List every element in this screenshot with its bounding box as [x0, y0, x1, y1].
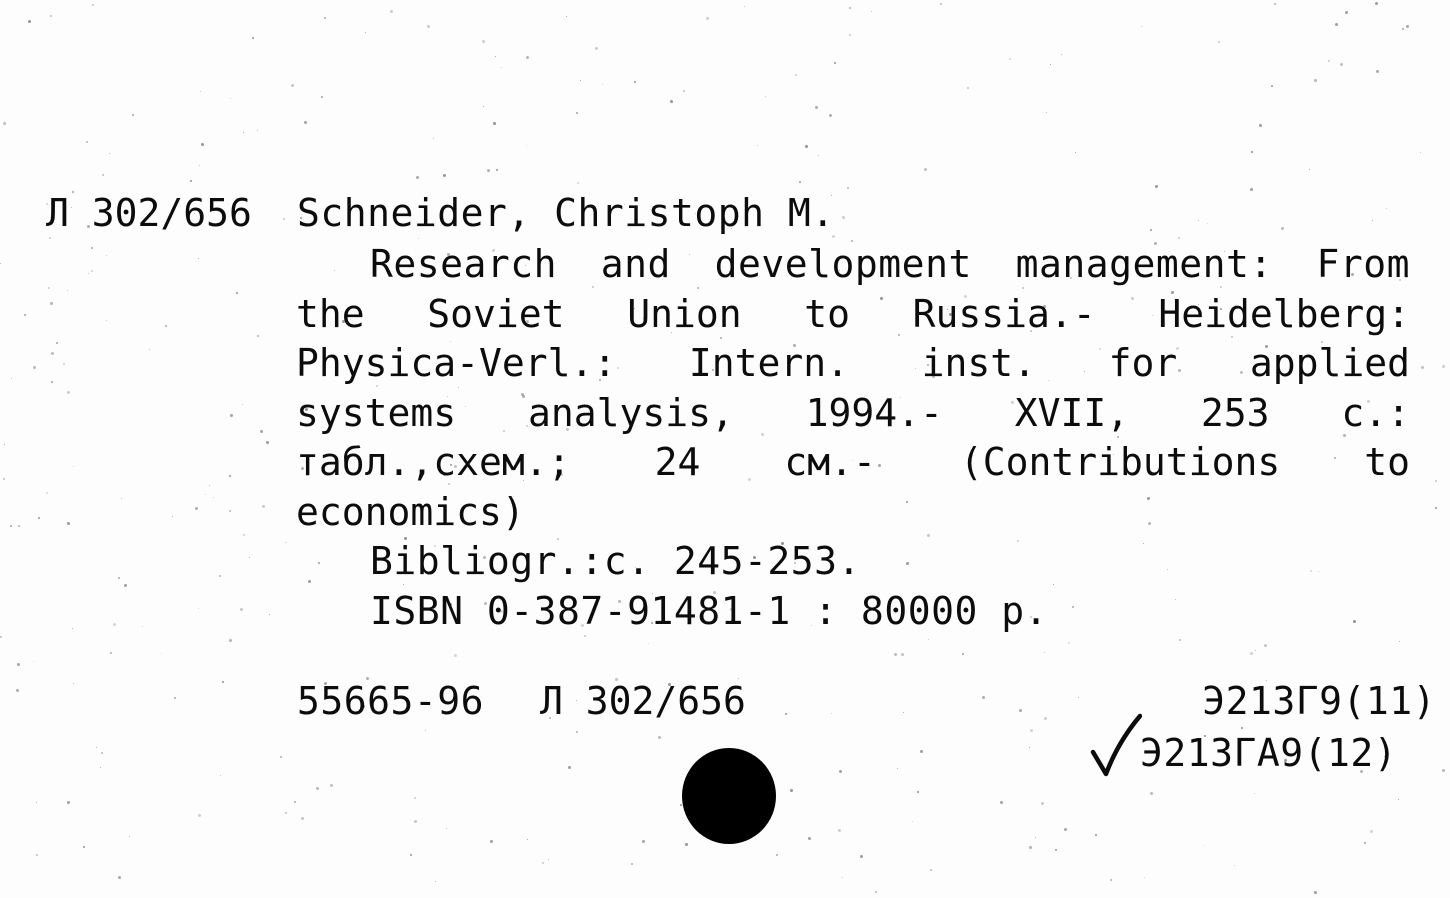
paper-speck — [634, 81, 636, 83]
paper-speck — [56, 342, 58, 344]
paper-speck — [262, 505, 265, 508]
paper-speck — [220, 775, 221, 776]
paper-speck — [1251, 151, 1253, 153]
paper-speck — [416, 176, 419, 179]
paper-speck — [847, 187, 849, 189]
paper-speck — [548, 859, 549, 860]
paper-speck — [18, 525, 20, 527]
paper-speck — [285, 812, 287, 814]
paper-speck — [3, 122, 6, 125]
paper-speck — [670, 100, 673, 103]
paper-speck — [324, 17, 326, 19]
paper-speck — [1150, 792, 1153, 795]
paper-speck — [1398, 799, 1399, 800]
paper-speck — [1055, 849, 1057, 851]
paper-speck — [1399, 641, 1400, 642]
paper-speck — [236, 292, 238, 294]
paper-speck — [924, 168, 927, 171]
paper-speck — [72, 628, 73, 629]
paper-speck — [1000, 801, 1003, 804]
paper-speck — [903, 712, 904, 713]
paper-speck — [3, 478, 5, 480]
paper-speck — [1198, 220, 1199, 221]
paper-speck — [648, 643, 649, 644]
paper-speck — [860, 855, 863, 858]
paper-speck — [928, 639, 929, 640]
paper-speck — [213, 497, 214, 498]
paper-speck — [1029, 846, 1032, 849]
paper-speck — [280, 756, 282, 758]
shelf-mark-bottom: Л 302/656 — [540, 679, 746, 723]
paper-speck — [230, 98, 231, 99]
paper-speck — [1046, 112, 1047, 113]
paper-speck — [24, 314, 26, 316]
paper-speck — [706, 17, 709, 20]
paper-speck — [200, 91, 201, 92]
paper-speck — [920, 750, 923, 753]
paper-speck — [67, 290, 68, 291]
paper-speck — [1143, 543, 1144, 544]
paper-speck — [1050, 64, 1051, 65]
paper-speck — [1375, 2, 1378, 5]
classification-code: Э213Г9(11) — [1202, 679, 1436, 723]
paper-speck — [815, 106, 818, 109]
paper-speck — [757, 145, 758, 146]
paper-speck — [631, 863, 633, 865]
paper-speck — [808, 837, 811, 840]
paper-speck — [96, 747, 97, 748]
paper-speck — [230, 414, 233, 417]
checkmark-icon — [1090, 712, 1142, 778]
paper-speck — [1364, 842, 1366, 844]
paper-speck — [51, 381, 53, 383]
paper-speck — [683, 90, 685, 92]
paper-speck — [124, 584, 127, 587]
paper-speck — [1218, 41, 1220, 43]
paper-speck — [799, 181, 801, 183]
isbn-price: ISBN 0-387-91481-1 : 80000 р. — [370, 589, 1048, 633]
paper-speck — [257, 335, 259, 337]
paper-speck — [33, 366, 36, 369]
paper-speck — [101, 752, 103, 754]
paper-speck — [425, 730, 426, 731]
paper-speck — [790, 789, 793, 792]
paper-speck — [427, 25, 430, 28]
paper-speck — [818, 155, 819, 156]
paper-speck — [1370, 830, 1373, 833]
paper-speck — [1078, 697, 1079, 698]
paper-speck — [1274, 3, 1276, 5]
paper-speck — [1155, 185, 1158, 188]
paper-speck — [454, 654, 457, 657]
paper-speck — [568, 766, 571, 769]
paper-speck — [1110, 879, 1112, 881]
paper-speck — [291, 84, 294, 87]
paper-speck — [67, 522, 70, 525]
punch-hole-icon — [682, 748, 776, 844]
paper-speck — [1150, 229, 1152, 231]
paper-speck — [318, 562, 320, 564]
description-line: systems analysis, 1994.- XVII, 253 с.: — [296, 391, 1410, 435]
paper-speck — [496, 169, 498, 171]
classification-code: Э213ГА9(12) — [1140, 731, 1398, 775]
paper-speck — [1068, 642, 1070, 644]
paper-speck — [917, 791, 919, 793]
paper-speck — [1259, 124, 1262, 127]
paper-speck — [129, 836, 130, 837]
paper-speck — [443, 174, 446, 177]
paper-speck — [330, 784, 333, 787]
paper-speck — [222, 681, 224, 683]
paper-speck — [301, 817, 304, 820]
paper-speck — [576, 112, 578, 114]
paper-speck — [73, 683, 74, 684]
paper-speck — [785, 713, 787, 715]
paper-speck — [912, 821, 913, 822]
paper-speck — [435, 881, 436, 882]
paper-speck — [906, 562, 909, 565]
paper-speck — [967, 87, 969, 89]
paper-speck — [0, 263, 1, 264]
paper-speck — [36, 854, 38, 856]
paper-speck — [1035, 837, 1036, 838]
description-line: economics) — [296, 490, 525, 534]
paper-speck — [249, 557, 250, 558]
paper-speck — [658, 736, 661, 739]
paper-speck — [1376, 70, 1379, 73]
paper-speck — [982, 696, 985, 699]
paper-speck — [1207, 223, 1208, 224]
paper-speck — [0, 636, 2, 638]
paper-speck — [962, 653, 964, 655]
paper-speck — [165, 325, 167, 327]
paper-speck — [576, 731, 578, 733]
paper-speck — [285, 542, 286, 543]
paper-speck — [1314, 79, 1317, 82]
paper-speck — [91, 247, 93, 249]
inventory-number: 55665-96 — [297, 679, 485, 723]
paper-speck — [414, 797, 416, 799]
paper-speck — [205, 494, 206, 495]
paper-speck — [1442, 769, 1445, 772]
paper-speck — [1335, 23, 1338, 26]
paper-speck — [316, 787, 319, 790]
paper-speck — [190, 180, 192, 182]
paper-speck — [940, 3, 942, 5]
paper-speck — [86, 141, 88, 143]
paper-speck — [242, 404, 243, 405]
paper-speck — [577, 182, 579, 184]
paper-speck — [195, 507, 198, 510]
paper-speck — [1095, 834, 1097, 836]
paper-speck — [229, 475, 231, 477]
paper-speck — [834, 62, 836, 64]
paper-speck — [219, 575, 221, 577]
paper-speck — [36, 802, 37, 803]
paper-speck — [1009, 58, 1011, 60]
paper-speck — [795, 74, 797, 76]
paper-speck — [1017, 540, 1019, 542]
paper-speck — [1179, 639, 1181, 641]
paper-speck — [1421, 366, 1424, 369]
paper-speck — [201, 143, 204, 146]
paper-speck — [142, 626, 143, 627]
paper-speck — [269, 614, 270, 615]
paper-speck — [100, 767, 101, 768]
paper-speck — [38, 517, 40, 519]
paper-speck — [16, 689, 19, 692]
paper-speck — [849, 7, 851, 9]
paper-speck — [1281, 227, 1284, 230]
paper-speck — [1141, 26, 1142, 27]
paper-speck — [33, 661, 34, 662]
paper-speck — [1271, 85, 1273, 87]
paper-speck — [28, 20, 31, 23]
paper-speck — [50, 15, 52, 17]
paper-speck — [334, 270, 335, 271]
paper-speck — [418, 238, 419, 239]
paper-speck — [106, 320, 107, 321]
paper-speck — [829, 114, 832, 117]
paper-speck — [838, 829, 841, 832]
paper-speck — [199, 165, 200, 166]
paper-speck — [91, 270, 93, 272]
paper-speck — [482, 40, 485, 43]
paper-speck — [685, 843, 688, 846]
paper-speck — [198, 608, 199, 609]
paper-speck — [1044, 652, 1045, 653]
paper-speck — [1178, 237, 1180, 239]
paper-speck — [1175, 599, 1176, 600]
paper-speck — [1255, 650, 1256, 651]
paper-speck — [1064, 828, 1067, 831]
paper-speck — [805, 145, 808, 148]
paper-speck — [110, 652, 112, 654]
paper-speck — [283, 218, 285, 220]
paper-speck — [490, 840, 493, 843]
paper-speck — [842, 216, 845, 219]
paper-speck — [744, 6, 745, 7]
paper-speck — [48, 287, 50, 289]
paper-speck — [321, 96, 323, 98]
paper-speck — [487, 169, 490, 172]
paper-speck — [67, 391, 70, 394]
paper-speck — [109, 153, 110, 154]
paper-speck — [260, 430, 263, 433]
paper-speck — [495, 56, 496, 57]
shelf-mark: Л 302/656 — [46, 191, 252, 235]
paper-speck — [831, 713, 832, 714]
description-line: табл.,схем.; 24 см.- (Contributions to — [296, 440, 1410, 484]
paper-speck — [102, 174, 104, 176]
paper-speck — [875, 891, 877, 893]
paper-speck — [901, 653, 904, 656]
paper-speck — [1264, 644, 1267, 647]
paper-speck — [198, 258, 199, 259]
paper-speck — [1053, 584, 1054, 585]
paper-speck — [113, 623, 116, 626]
paper-speck — [680, 804, 682, 806]
paper-speck — [1435, 480, 1437, 482]
paper-speck — [414, 820, 417, 823]
paper-speck — [1061, 54, 1062, 55]
paper-speck — [642, 840, 645, 843]
paper-speck — [595, 47, 598, 50]
paper-speck — [88, 273, 89, 274]
paper-speck — [580, 80, 581, 81]
paper-speck — [849, 34, 851, 36]
paper-speck — [1406, 25, 1409, 28]
paper-speck — [304, 121, 307, 124]
paper-speck — [1041, 802, 1044, 805]
paper-speck — [1044, 717, 1047, 720]
paper-speck — [243, 132, 244, 133]
description-line: Physica-Verl.: Intern. inst. for applied — [296, 341, 1410, 385]
paper-speck — [1144, 877, 1145, 878]
paper-speck — [121, 498, 122, 499]
paper-speck — [1072, 606, 1074, 608]
paper-speck — [894, 653, 897, 656]
paper-speck — [839, 770, 842, 773]
paper-speck — [446, 828, 447, 829]
paper-speck — [566, 16, 567, 17]
paper-speck — [842, 877, 843, 878]
paper-speck — [410, 854, 412, 856]
paper-speck — [46, 492, 48, 494]
paper-speck — [229, 639, 232, 642]
paper-speck — [161, 653, 162, 654]
paper-speck — [1029, 747, 1030, 748]
paper-speck — [527, 839, 528, 840]
paper-speck — [390, 10, 393, 13]
paper-speck — [1030, 729, 1033, 732]
paper-speck — [1019, 709, 1022, 712]
paper-speck — [1435, 507, 1437, 509]
paper-speck — [1309, 169, 1310, 170]
paper-speck — [10, 525, 12, 527]
paper-speck — [243, 534, 245, 536]
paper-speck — [1328, 60, 1330, 62]
author-heading: Schneider, Christoph M. — [297, 191, 835, 235]
paper-speck — [51, 352, 54, 355]
paper-speck — [50, 302, 53, 305]
paper-speck — [1075, 152, 1076, 153]
paper-speck — [1318, 571, 1319, 572]
paper-speck — [118, 577, 120, 579]
paper-speck — [209, 485, 210, 486]
paper-speck — [174, 697, 176, 699]
paper-speck — [1442, 365, 1445, 368]
paper-speck — [308, 580, 311, 583]
paper-speck — [1314, 891, 1317, 894]
paper-speck — [1250, 188, 1253, 191]
paper-speck — [765, 96, 766, 97]
paper-speck — [1420, 152, 1421, 153]
paper-speck — [897, 768, 898, 769]
bibliography-note: Bibliogr.:c. 245-253. — [370, 539, 861, 583]
paper-speck — [526, 56, 529, 59]
paper-speck — [1345, 11, 1348, 14]
paper-speck — [240, 608, 243, 611]
paper-speck — [483, 106, 484, 107]
paper-speck — [11, 378, 12, 379]
paper-speck — [1310, 570, 1312, 572]
paper-speck — [252, 37, 254, 39]
paper-speck — [493, 122, 496, 125]
paper-speck — [172, 516, 173, 517]
paper-speck — [871, 11, 872, 12]
paper-speck — [17, 663, 20, 666]
paper-speck — [1340, 63, 1343, 66]
paper-speck — [4, 444, 5, 445]
paper-speck — [294, 801, 296, 803]
paper-speck — [63, 363, 65, 365]
paper-speck — [1402, 28, 1404, 30]
paper-speck — [92, 4, 94, 6]
paper-speck — [1386, 208, 1387, 209]
paper-speck — [132, 114, 134, 116]
paper-speck — [433, 138, 434, 139]
paper-speck — [1234, 865, 1235, 866]
paper-speck — [365, 32, 366, 33]
paper-speck — [83, 846, 85, 848]
paper-speck — [501, 67, 502, 68]
paper-speck — [118, 876, 121, 879]
paper-speck — [1204, 845, 1205, 846]
paper-speck — [542, 862, 544, 864]
paper-speck — [266, 441, 269, 444]
paper-speck — [1167, 569, 1168, 570]
paper-speck — [73, 466, 74, 467]
paper-speck — [1372, 220, 1373, 221]
paper-speck — [526, 145, 527, 146]
paper-speck — [602, 84, 603, 85]
paper-speck — [149, 349, 150, 350]
paper-speck — [930, 869, 932, 871]
paper-speck — [257, 130, 258, 131]
paper-speck — [198, 814, 201, 817]
paper-speck — [229, 510, 231, 512]
paper-speck — [776, 854, 778, 856]
description-line: the Soviet Union to Russia.- Heidelberg: — [296, 292, 1410, 336]
description-line: Research and development management: From — [370, 242, 1410, 286]
paper-speck — [67, 801, 70, 804]
paper-speck — [1353, 620, 1356, 623]
paper-speck — [106, 255, 107, 256]
paper-speck — [1250, 652, 1253, 655]
paper-speck — [1254, 793, 1255, 794]
